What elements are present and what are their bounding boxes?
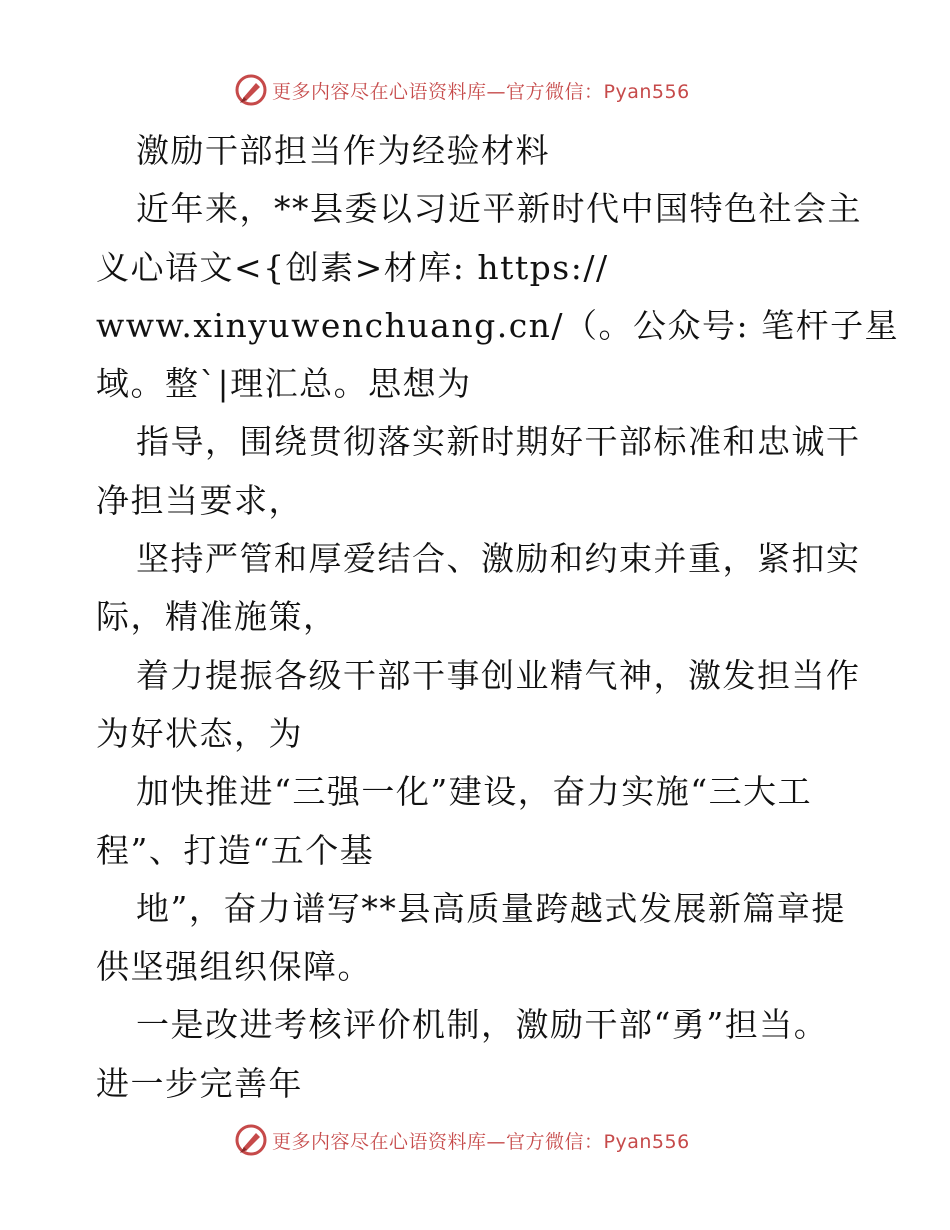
header-watermark-banner [0, 70, 950, 110]
paragraph-line: 地”，奋力谱写**县高质量跨越式发展新篇章提 [136, 888, 846, 928]
paragraph-line: 加快推进“三强一化”建设，奋力实施“三大工 [136, 772, 813, 812]
pen-nib-logo-icon [234, 73, 268, 107]
paragraph-line: 义心语文<{创素>材库: https:// [96, 247, 609, 287]
document-body [96, 122, 900, 1113]
paragraph-line: 程”、打造“五个基 [96, 830, 375, 870]
paragraph-line: 净担当要求， [96, 480, 303, 520]
paragraph-line: www.xinyuwenchuang.cn/（。公众号: 笔杆子星 [96, 305, 900, 345]
paragraph-line: 为好状态，为 [96, 713, 303, 753]
paragraph-line: 际，精准施策， [96, 597, 338, 637]
footer-watermark-text: 更多内容尽在心语资料库—官方微信：Pyan556 [272, 1130, 690, 1153]
paragraph-line: 坚持严管和厚爱结合、激励和约束并重，紧扣实 [136, 539, 861, 579]
pen-nib-logo-icon [234, 1123, 268, 1157]
paragraph-line: 供坚强组织保障。 [96, 947, 372, 987]
header-watermark-text: 更多内容尽在心语资料库—官方微信：Pyan556 [272, 80, 690, 103]
paragraph-line: 域。整`|理汇总。思想为 [96, 364, 472, 404]
paragraph-line: 指导，围绕贯彻落实新时期好干部标准和忠诚干 [136, 422, 861, 462]
paragraph-line: 进一步完善年 [96, 1063, 303, 1103]
paragraph-line: 一是改进考核评价机制，激励干部“勇”担当。 [136, 1005, 829, 1045]
paragraph-line: 着力提振各级干部干事创业精气神，激发担当作 [136, 655, 861, 695]
footer-watermark-banner [0, 1120, 950, 1160]
paragraph-line: 近年来，**县委以习近平新时代中国特色社会主 [136, 189, 862, 229]
document-title: 激励干部担当作为经验材料 [136, 131, 550, 170]
